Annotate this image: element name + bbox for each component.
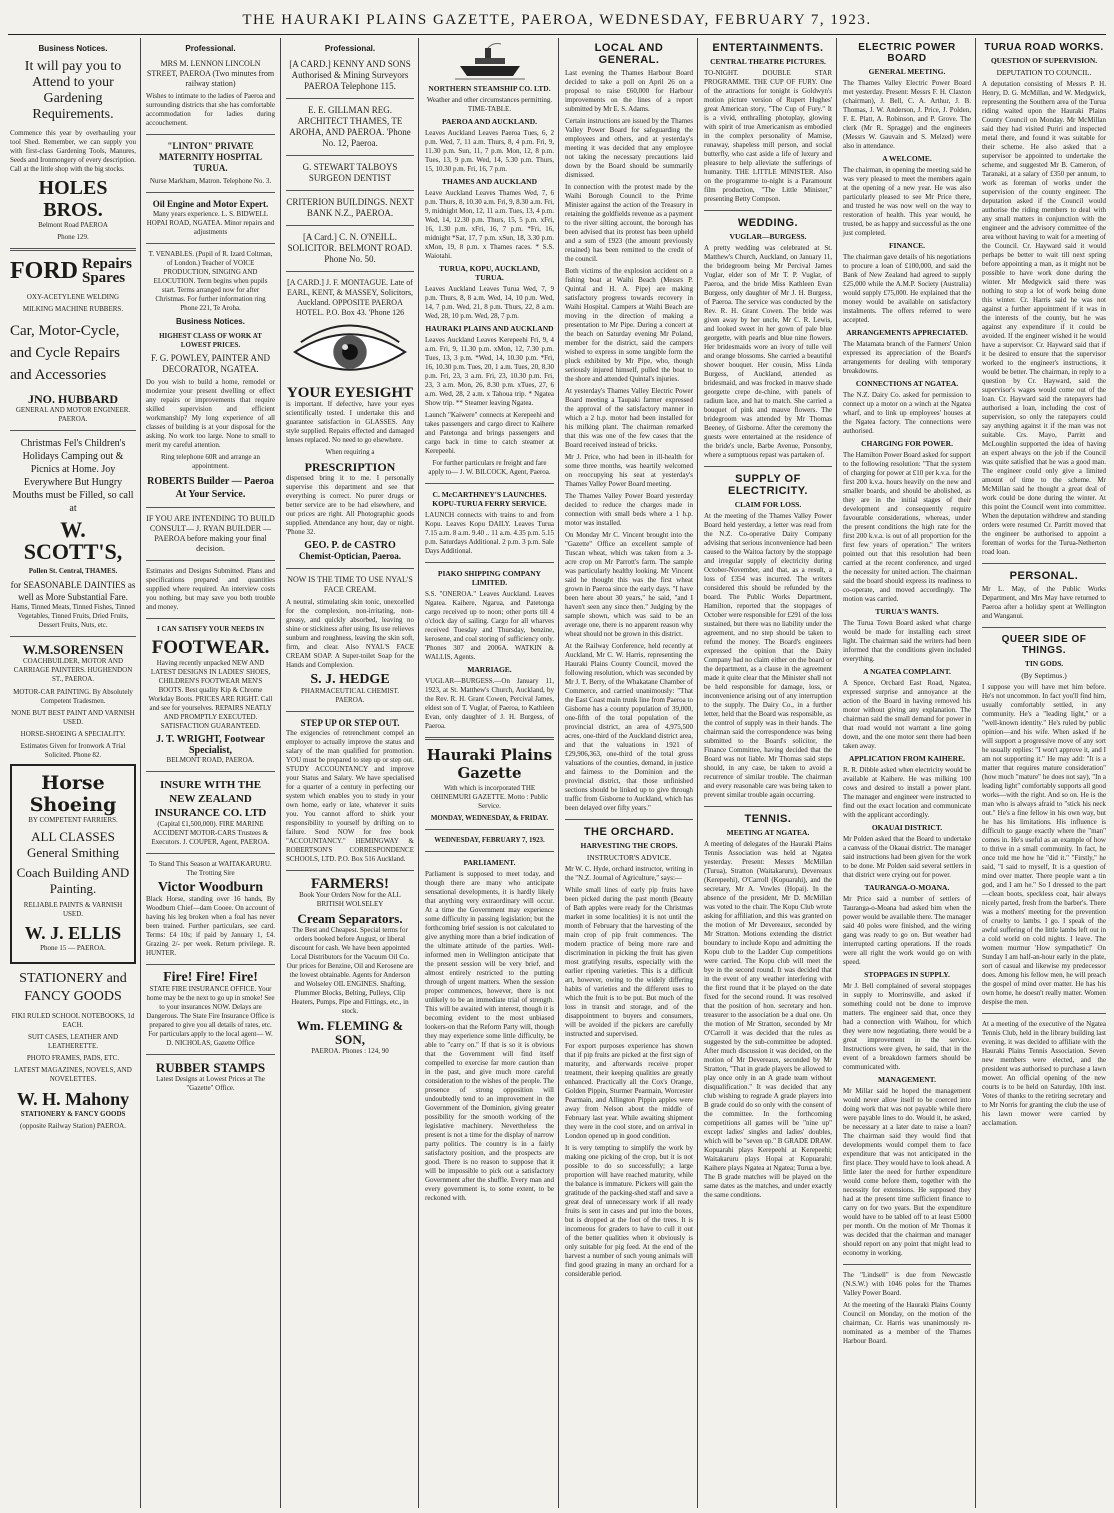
section-label: Professional. [185,44,236,53]
column-divider [418,38,419,1508]
power-board-subheading: GENERAL MEETING. [868,67,946,76]
hubbard-subtitle: GENERAL AND MOTOR ENGINEER. PAEROA. [15,406,131,423]
column-divider [697,38,698,1508]
timetable-heading: TURUA, KOPU, AUCKLAND, TURUA. [439,264,540,282]
step-heading: STEP UP OR STEP OUT. [300,718,400,728]
fire-body: STATE FIRE INSURANCE OFFICE. Your home may be the next to go up in smoke! See to your insurances NOW. Delays are Dangerous. The State Fire Insurance Office is prepared to give you all details of rates, etc. For particulars apply to the local agent— W. D. NICHOLAS, Gazette Office [146,985,275,1047]
divider [286,568,414,569]
best-paint: NONE BUT BEST PAINT AND VARNISH USED. [11,709,135,726]
theatre-subheading: CENTRAL THEATRE PICTURES. [710,57,826,66]
power-board-subheading: A WELCOME. [882,154,932,163]
cream-separators-body: The Best and Cheapest. Special terms for orders booked before August, or liberal discount for cash. We have been appointed Local Distributors for the Vacuum Oil Co. Our prices for Benzine, Oil and Kerosene are the lowest obtainable. Agents for Anderson and Wolseley OIL ENGINES. Shafting, Plummer Blocks, Belting, Pulleys, Clip Heaters, Pumps, Pipe and Fittings, etc., in stock. [286,926,414,1015]
masthead: THE HAURAKI PLAINS GAZETTE, PAEROA, WEDNESDAY, FEBRUARY 7, 1923. [242,12,872,28]
mahony-address: (opposite Railway Station) PAEROA. [20,1122,126,1130]
divider [425,737,554,740]
hedge-name: S. J. HEDGE [310,672,390,687]
coach-building: Coach Building AND Painting. [16,865,130,896]
woodburn-body: Black Horse, standing over 16 hands, By Woodburn Chief—dam Cooee. On account of having his leg broken when a foal has never been trained. Further particulars, see card. Terms: £4 10s; if paid by January 1, £4. Grazing 2/- per week. Return privilege. R. HUNTER. [146,895,275,957]
queer-side-subheading: TIN GODS. [1024,659,1064,668]
orchard-paragraph: For export purposes experience has shown that if pip fruits are picked at the first sign of maturity, and afterwards receive proper treatment, their keeping qualities are greatly enhanced. Practically all the Cox's Orange, Golden Pippin, Sturmer Pearmain, Worcester Pearmain, and Allington Pippin apples were away from Nelson about the middle of February last year. While awaiting shipment they were in the cool store, and on arrival in London opened up in good condition. [565,1042,693,1140]
farmers-heading: FARMERS! [310,876,390,892]
power-board-paragraph: The N.Z. Dairy Co. asked for permission to connect up a motor on a winch at the Ngatea wharf, and to link up employees' houses at the Ngatea factory. The connections were authorised. [843,391,971,435]
horse-shoeing-title: Horse Shoeing [29,772,117,816]
electricity-heading: SUPPLY OF ELECTRICITY. [728,473,808,497]
venables-ad: T. VENABLES. (Pupil of R. Izard Coltman, of London.) Teacher of VOICE PRODUCTION, SINGING AND ELOCUTION. Term begins when pupils start. Terms arranged now for after Christmas. For further information ring Phone 221, Te Aroha. [148,250,273,312]
divider [565,819,693,820]
personal-heading: PERSONAL. [1009,570,1079,582]
piako-heading: PIAKO SHIPPING COMPANY LIMITED. [437,569,542,587]
linton-details: Nurse Markham, Matron. Telephone No. 3. [149,177,272,185]
wright-name: J. T. WRIGHT, Footwear Specialist, [156,734,265,756]
sorensen-name: W.M.SORENSEN [22,642,124,657]
reliable-paints: RELIABLE PAINTS & VARNISH USED. [23,901,123,918]
ryan-estimates: Estimates and Designs Submitted. Plans and specifications prepared and quantities supplied where required. An interview costs you nothing, but may save you both trouble and money. [146,567,275,611]
nyal-body: A neutral, stimulating skin tonic, unexcelled for the complexion, non-irritating, non-greasy, and quickly absorbed, leaving no shine or stickiness after using. Its use relieves sunburn and roughness, leaving the skin soft, firm, and clear. Also NYAL'S FACE CREAM SOAP. A Super-toilet Soap for the Hands and Complexion. [286,598,414,669]
column-divider [836,38,837,1508]
turua-road-heading: TURUA ROAD WORKS. [984,42,1104,53]
bidwell-body: Many years experience. L. S. BIDWELL HOPAI ROAD, NGATEA. Minor repairs and adjustments [146,210,275,236]
launch-body: LAUNCH connects with trains to and from Kopu. Leaves Kopu DAILY. Leaves Turua 7.15 a.m. 8 a.m. 9.40 .. 11 a.m. 4.35 p.m. 5.15 p.m. Saturdays Additional. 2 p.m. 3 p.m. Sale Days Additional. [425,511,554,555]
power-board-subheading: APPLICATION FROM KAIHERE. [849,754,965,763]
timetable-note: Launch "Kaiwere" connects at Kerepeehi and takes passengers and cargo direct to Kaihere and Patetonga and brings passengers and cargo back in time to catch steamer at Kerepeehi. [425,411,554,455]
wedding-subheading: VUGLAR—BURGESS. [729,232,807,241]
ford-logo-text: FORD [10,258,78,284]
prescription-body: dispensed bring it to me. I personally supervise this department and see that everything is correct. No purer drugs or better service are to be had elsewhere, and our prices are right. All Photographic goods supplied. Attendance any hour, day or night. 'Phone 32. [286,474,414,536]
divider [425,851,554,852]
prescription-intro: When requiring a [325,448,375,456]
orchard-heading: THE ORCHARD. [583,826,675,838]
queer-side-heading: QUEER SIDE OF THINGS. [1001,634,1087,656]
divider [146,853,275,854]
ford-spares: Spares [82,270,126,286]
news-item: Mr J. Price, who had been in ill-health for some three months, was heartily welcomed on reoccupying his seat at yesterday's Thames Valley Power Board meeting. [565,453,693,488]
powley-name: F. G. POWLEY, PAINTER AND DECORATOR, NGATEA. [150,353,271,374]
talboys-ad: G. STEWART TALBOYS SURGEON DENTIST [302,162,398,183]
queer-side-byline: (By Septimus.) [1021,671,1067,680]
section-label: Business Notices. [38,44,108,53]
hubbard-name: JNO. HUBBARD [27,392,118,406]
divider [146,507,275,508]
wedding-heading: WEDDING. [737,217,799,229]
ellis-phone: Phone 15 — PAEROA. [40,944,106,952]
power-board-heading: ELECTRIC POWER BOARD [858,42,956,64]
oneill-ad: [A Card.] C. N. O'NEILL. SOLICITOR. BELMONT ROAD. Phone No. 50. [287,232,413,264]
stationery-item: SUIT CASES, LEATHER AND LEATHERETTE. [27,1033,119,1050]
queer-side-article: I suppose you will have met him before. He's not uncommon. In fact you'll find him, usually comfortably settled, in any community. He's a "leading light," or a "well-known identity." He's ruled by public opinion—and his wife. When asked if he will support a progressive move of any sort he usually replies: "I won't approve it, and I am not supporting it." He may add: "It is a matter that requires mature consideration" (how much "mature" he does not say), "In a leading light" comfortably supports all good works—with the right. And so on. He is the man who is always afraid to "stick his neck out." He's a fine fellow in his own way, but he has his limitations. His influence is difficult to gauge exactly where the "man" comes in. He's useful as an example of how to thrive in a small community. In fact, he once told me how he "did it." "Firstly," he said, "I said to myself, It is a question of mind over matter. There people want a tin god, and I am he." So I dressed to the part—clean boots, speckless coat, hair always nicely parted, fresh from the barber's. There was a mothers' meeting for the prevention of cruelty to lambs. I go. I speak of the awful suffering of the little lambs left out in a cold world on cold nights. I leave. The women murmur 'How sympathetic!' On Sunday I am half-an-hour early in the plate, sort of casual and likewise my predecessor does. Among his fellow men, he will preach the gospel of mind over matter. He has his own home, he doesn't really matter. Women despise the men. [982,683,1106,1006]
power-board-subheading: ARRANGEMENTS APPRECIATED. [846,328,968,337]
divider [425,483,554,484]
local-general-heading: LOCAL AND GENERAL. [594,42,664,66]
power-board-subheading: A NGATEA COMPLAINT. [863,667,951,676]
lennon-ad-body: Wishes to intimate to the ladies of Paeroa and surrounding districts that she has comfortable accommodation for ladies during accouchement. [146,92,275,127]
motor-painting: MOTOR-CAR PAINTING. By Absolutely Competent Tradesmen. [13,688,133,705]
divider [425,562,554,563]
scotts-address: Pollen St. Central, THAMES. [28,567,118,575]
personal-item: Mr L. May, of the Public Works Department, and Mrs May have returned to Paeroa after a holiday spent at Wellington and Wanganui. [982,585,1106,620]
rubber-stamps-sub: Latest Designs at Lowest Prices at The "Gazette" Office. [156,1075,265,1092]
parliament-heading: PARLIAMENT. [463,858,516,867]
divider [704,210,832,211]
footwear-heading: FOOTWEAR. [151,637,270,658]
theatre-article: TO-NIGHT. DOUBLE STAR PROGRAMME. THE CUP OF FURY. One of the attractions for tonight is Goldwyn's motion picture version of Rupert Hughes' great American story, "The Cup of Fury." It is a vivid, enthralling photoplay, glowing with spirit of true Americanism as embodied in the complex personality of Mamise, runaway, shapeless mill person, and social butterfly, who cast aside a life of luxury and pleasure to help alleviate the sufferings of humanity. THE LITTLE MINISTER. Also on the programme to-night is a Paramount film production, "The Little Minister," presenting Betty Compson. [704,69,832,203]
column-divider [975,38,976,1508]
column-divider [558,38,559,1508]
orchard-subheading: HARVESTING THE CROPS. [580,841,678,850]
powley-heading: HIGHEST CLASS OF WORK AT LOWEST PRICES. [159,332,262,349]
timetable-thames: Leave Auckland Leaves Thames Wed, 7, 6 p.m. Thurs, 8, 10.30 a.m. Fri, 9, 8.30 a.m. Fri, 9, midnight Mon, 12, 11 a.m. Tues, 13, 4 p.m. Wed, 14, 12.30 p.m. Thurs, 15, 5 p.m. xFri, 16, 1.30 p.m. xFri, 16, 7 p.m. *Fri, 16, midnight *Sat, 17, 7 p.m. xSun, 18, 3.30 p.m. xMon, 19, 8 p.m. x Thames races. * S.S. Waiotahi. [425,189,554,260]
fire-heading: Fire! Fire! Fire! [163,970,258,985]
stationery-item: FIKI RULED SCHOOL NOTEBOOKS, 1d EACH. [11,1012,135,1029]
step-body: The exigencies of retrenchment compel an employer to actually improve the status and salary of the man qualified for promotion. YOU must be prepared to step up or step out. STUDY ACCOUNTANCY and improve your Status and Salary. We have specialised for a quarter of a century in perfecting our system which enables you to study in your own home, early or late, whatever it suits you. You cannot afford to shirk your responsibility to yourself by drifting on to failure. Send NOW for free book "ACCOUNTANCY." HEMINGWAY & ROBERTSON'S CORRESPONDENCE SCHOOLS, LTD. P.O. Box 516 Auckland. [286,729,414,863]
masthead-rule [8,34,1106,35]
power-board-paragraph: The chairman gave details of his negotiations to procure a loan of £100,000, and said the Bank of New Zealand had agreed to supply £25,000 while the A.M.P. Society (Australia) would supply £75,000. He explained that the money would be available on satisfactory instalments. The offers referred to were accepted. [843,253,971,324]
news-item: The Thames Valley Power Board yesterday decided to reduce the charges made in connection with small beds where a 1 h.p. motor was installed. [565,492,693,527]
column-shipping [421,40,558,1506]
footwear-intro: I CAN SATISFY YOUR NEEDS IN [157,625,264,633]
power-board-subheading: CHARGING FOR POWER. [861,439,953,448]
orchard-subheading-2: INSTRUCTOR'S ADVICE. [586,853,672,862]
divider [425,829,554,830]
gillman-ad: E. E. GILLMAN REG. ARCHITECT THAMES, TE AROHA, AND PAEROA. 'Phone No. 12, Paeroa. [289,105,411,148]
power-board-subheading: FINANCE. [888,241,926,250]
gardening-ad-title: It will pay you to Attend to your Gardening Requirements. [24,59,122,122]
divider [286,271,414,272]
timetable-heading: THAMES AND AUCKLAND [441,177,537,186]
nyal-heading: NOW IS THE TIME TO USE NYAL'S FACE CREAM. [287,575,413,594]
power-board-paragraph: A Spence, Orchard East Road, Ngatea, expressed surprise and annoyance at the action of the Board in having removed his motor without giving any explanation. The chairman said the small demand for power in that road would not warrant a line going down, and the one motor sent there had been taken away. [843,679,971,750]
power-board-subheading: TURUA'S WANTS. [875,607,939,616]
column-local-general [561,40,697,1506]
power-board-subheading: STOPPAGES IN SUPPLY. [864,970,950,979]
news-item: At yesterday's Thames Valley Electric Power Board meeting a Taupaki farmer expressed the approval of the satisfactory manner in which a 2 h.p. motor had been installed for his milking plant. The chairman remarked that this was one of the few cases that the Board received instead of bricks. [565,387,693,449]
sorensen-subtitle: COACHBUILDER, MOTOR AND CARRIAGE PAINTERS. HUGHENDON ST., PAEROA. [13,657,133,683]
divider [146,192,275,193]
bidwell-heading: Oil Engine and Motor Expert. [152,199,269,209]
piako-body: S.S. "ONEROA." Leaves Auckland. Leaves Ngatea. Kaihere, Ngarua, and Patetonga cargo received up to noon; other ports till 4 o'clock day of sailing. Cargo for all wharves received Tuesday and Thursday, benzine, kerosene, and coal storing of sufficiency only. 'Phones 307 and 2006A. WATKIN & WALLIS, Agents. [425,590,554,661]
turua-road-article: A deputation consisting of Messrs P. H. Henry, D. G. McMillan, and W. Medgwick, representing the Southern area of the Turua riding waited upon the Hauraki Plains County Council on Monday. Mr McMillan said they had visited Puriri and inspected metal there, and found it was suitable for their scheme. He also asked that a supervisor be appointed to undertake the scheme, and suggested Mr B. Cameron, of Taranaki, at a salary of £350 per annum, to work as foreman of works under the supervision of the county engineer. The deputation asked if the Council would authorise the riding members to deal with any small matters in conjunction with the engineer and the advisory committee of the area without having to wait for a meeting of the Council. Cr. Hayward said it would perhaps be better to wait till next spring before appointing a man, as it might not be possible to have work done during the winter. Mr Medgwick said there was nothing to stop a lot of work being done this winter. Cr. Harris said he was not against a further appointment if it was in the interests of the county, but he was against any expenditure if it could be avoided. If the engineer wished it he would have a supervisor. Cr. Hayward said that if it be desired to ensure that the supervisor worked to the engineer's instructions, it would be better. The chairman, in reply to a question by Cr. Hayward, said the supervisor's wages would come out of the loan. Cr. Hayward said the ratepayers had authorised a loan, including the cost of supervision, so only the ratepayers could say anything against it if the man was not suitable. Crs. Mayo, Parritt and McLoughlin supported the idea of having an expert always on the job if the Council was quite satisfied that he was a good man. The engineer could only give a limited amount of time to the scheme. Mr McMillan said he thought a great deal of work could be done during the winter. At this point the Council went into committee. When the deputation withdrew and standing orders were resumed Cr. Parritt moved that the engineer be authorised to appoint a foreman of works for the Turua-Netherton road loan. [982,80,1106,556]
section-label: Professional. [324,44,376,53]
gazette-date: WEDNESDAY, FEBRUARY 7, 1923. [434,836,545,844]
column-professional-2 [282,40,418,1506]
timetable-heading: HAURAKI PLAINS AND AUCKLAND [425,324,554,333]
power-board-subheading: MANAGEMENT. [878,1075,936,1084]
roberts-ad: ROBERTS Builder — Paeroa At Your Service. [147,476,274,500]
column-power-board [839,40,975,1506]
divider [286,190,414,191]
ford-rubbers: MILKING MACHINE RUBBERS. [22,305,124,313]
holes-bros-name: HOLES BROS. [38,177,108,221]
orchard-paragraph: It is very tempting to simplify the work by making one picking of the crop, but it is not possible to do so successfully; a large proportion will have reached maturity, while the balance is immature. Pickers will gain the gratitude of the packing-shed staff and save a great deal of unnecessary work if all ready fruits is sent in cases and put into the boxes, but is dropped at the foot of the trees. It is incomeous for graders to have to cull it out of the better qualities when it obviously is only suitable for pig feed. At the end of the harvest a number of such young animals will find good grazing in many an orchard for a considerable period. [565,1144,693,1278]
ellis-name: W. J. ELLIS [24,923,122,943]
timetable-hauraki: Leaves Auckland Leaves Kerepeehi Fri, 9, 4 a.m. Fri, 9, 11.30 p.m. xMon, 12, 7.30 p.m. Tues, 13, 3 p.m. *Wed, 14, 10.30 p.m. *Fri, 16, 10.30 p.m. Tues, 20, 1 a.m. Tues, 20, 8.30 p.m. Fri, 23, 3 a.m. Fri, 23, 10.30 p.m. Fri, 23, 3 a.m. Mon, 26, 8.30 p.m. xTues, 27, 6 a.m. Wed, 28, 2 a.m. x Tahoua trip. * Ngatea Show trip. ** Steamer leaving Ngatea. [425,336,554,407]
divider [10,248,136,251]
talboys-address: CRITERION BUILDINGS. NEXT BANK N.Z., PAEROA. [286,197,414,218]
power-board-paragraph: The Hamilton Power Board asked for support to the following resolution: "That the system of charging for power at £10 per k.v.a. for the first 200 k.v.a. hours heavily on the new and smaller boards, and should be abolished, as they are in the initial stages of their development and consequently require favourable considerations, whereas, under the present conditions the high rate for the first 200 k.v.a. is out of all proportion for the first few years of operation." The writers pointed out that this resolution had been carried at the recent conference, and urged the necessity for united action. The chairman said the board should express its readiness to co-operate, and moved accordingly. The motion was carried. [843,451,971,603]
nsco-subtitle: Weather and other circumstances permitting. TIME-TABLE. [426,96,553,113]
linton-hospital: "LINTON" PRIVATE MATERNITY HOSPITAL TURUA. [158,141,263,173]
mahony-subtitle: STATIONERY & FANCY GOODS [20,1110,126,1118]
kenny-ad: [A CARD.] KENNY AND SONS Authorised & Mining Surveyors PAEROA Telephone 115. [289,59,411,91]
gardening-ad-body: Commence this year by overhauling your tool Shed. Remember, we can supply you with first-class Gardening Tools, Manures, Seeds and Ironmongery of every description. Call at the little shop with the big stocks. [10,129,136,173]
column-turua-road [978,40,1110,1506]
fleming-subtitle: PAEROA. Phones : 124, 90 [311,1047,389,1055]
gazette-title: Hauraki Plains Gazette [426,746,553,782]
divider [146,964,275,965]
turua-road-subheading: QUESTION OF SUPERVISION. [990,56,1098,65]
electricity-subheading: CLAIM FOR LOSS. [734,500,802,509]
insurance-heading: INSURE WITH THE NEW ZEALAND INSURANCE CO. LTD [154,779,267,819]
holes-bros-phone: Phone 129. [57,233,89,241]
column-divider [280,38,281,1508]
divider [704,806,832,807]
woodburn-name: Victor Woodburn [157,880,264,895]
ellis-ad-box [10,764,136,964]
ford-repairs: Repairs [82,256,132,272]
power-board-paragraph: Mr Polden asked that the Board to undertake a canvass of the Okauai district. The manager said instructions had been given for the work to be done. Mr Polden said several settlers in that district were crying out for power. [843,835,971,879]
timetable-paeroa: Leaves Auckland Leaves Paeroa Tues, 6, 2 p.m. Wed, 7, 11 a.m. Thurs, 8, 4 p.m. Fri, 9, 11.30 p.m. Sun, 11, 7 p.m. Mon, 12, 8 p.m. Tues, 13, 9 p.m. Wed, 14, 5.30 p.m. Thurs, 15, 10.30 p.m. Fri, 16, 7 p.m. [425,129,554,173]
power-board-paragraph: Mr Price said a number of settlers of Tauranga-o-Moana had asked him when the power would be available there. The manager said 40 poles were finished, and the wiring gang was ready to go on. But weather had interrupted carting operations. If the roads were all right the work would go on with speed. [843,895,971,966]
wedding-article: A pretty wedding was celebrated at St. Matthew's Church, Auckland, on January 11, the bridegroom being Mr Percival James Vuglar, elder son of Mr T. P. Vuglar, of Paeroa, and the bride Miss Kathleen Evan Burgess, only daughter of Mr J. H. Burgess, of Paeroa. The service was conducted by the Rev. R. H. Grant Cowen. The bride was given away by her uncle, Mr C. R. Lewis, and looked sweet in her gown of pale blue georgette, with pearls and blue nine flowers. Her bridesmaids wore an ivory of tulle veil and orange blossoms. She carried a beautiful shower bouquet. Her cousin, Miss Linda Burgess, of Auckland, attended as bridesmaid, and was frocked in mauve shade georgette crepe de-chine, with panels of radium lace, and hat to match. She carried a bouquet of pink and mauve flowers. The bridegroom was attended by Mr Thomas Beeney, of Gisborne. After the ceremony the guests were entertained at the residence of the bride's uncle, Barbe Avenue, Ponsonby, where a sumptuous repast was partaken of. [704,244,832,459]
eyesight-body: is important. If defective, have your eyes scientifically tested. I undertake this and guarantee satisfaction in GLASSES. Any style supplied. Repairs effected and damaged lenses replaced. No need to go elsewhere. [286,400,414,444]
lennon-ad-title: MRS M. LENNON LINCOLN STREET, PAEROA (Two minutes from railway station) [146,59,275,88]
divider [704,466,832,467]
fleming-name: Wm. FLEMING & SON, [296,1018,404,1047]
holes-bros-address: Belmont Road PAEROA [38,221,108,229]
timetable-heading: PAEROA AND AUCKLAND. [441,117,538,126]
divider [286,98,414,99]
power-board-paragraph: The Thames Valley Electric Power Board met yesterday. Present: Messrs F. H. Claxton (chairman), J. Bell, C. A. Arthur, J. B. Thomas, J. W. Anderson, J. Price, J. Polden, F. E. Platt, A. Robinson, and P. Grove. The clerk (Mr R. Spragge) and the engineers (Messrs W. Gauvain and S. Melzed) were also in attendance. [843,79,971,150]
divider [286,225,414,226]
power-board-paragraph: The Turua Town Board asked what charge would be made for installing each street light. The chairman said the writers had been informed that the conditions given included everything. [843,619,971,663]
divider [982,563,1106,564]
gazette-subtitle: With which is incorporated THE OHINEMURI GAZETTE. Motto : Public Service. [430,784,549,810]
hedge-subtitle: PHARMACEUTICAL CHEMIST. PAEROA. [300,687,399,704]
ford-welding: OXY-ACETYLENE WELDING [26,293,120,301]
castro-name: GEO. P. de CASTRO [304,540,396,551]
column-professional [142,40,279,1506]
launch-heading: C. McCARTHNEY'S LAUNCHES. KOPU-TURUA FERRY SERVICE. [432,490,547,508]
marriage-heading: MARRIAGE. [467,665,512,674]
parliament-article: Parliament is supposed to meet today, and though there are many who anticipate sensational developments, it is hardly likely that anything very extraordinary will occur. At a time the Government may experience some difficulty in passing legislation; but the forthcoming brief session is not calculated to give anything more than a brief indication of the ultimate attitude of the parties. Well-informed men in Wellington anticipate that the present session will be very brief, and almost entirely restricted to the putting through of urgent matters. When the session proper commences, however, there is not unlikely to be an immediate trial of strength. This will be awaited with interest, though it is becoming evident to the most unbiased lookers-on that the Reform Party will, though they may experience some little difficulty, be able to "carry on." If that is so it is obvious that the Government will find itself compelled to exercise far more caution than in the past, and give much more careful consideration to the wishes of the people. The presence of strong opposition will undoubtedly tend to an improvement in the Government of the Dominion, giving greater possibility for the smooth working of the legislative machinery. Nevertheless the present is not a time for the display of narrow party politics. The country is in a fairly satisfactory position, and the prospects are good. There is no reason to suppose that it will be impossible to pick out a satisfactory Government after the shuffle. Every man and every government is, to some extent, to be reckoned with. [425,870,554,1202]
news-item: Last evening the Thames Harbour Board decided to take a poll on April 26 on a proposal to raise £60,000 for Harbour improvements on the lines of a report submitted by Mr E. S. Adams. [565,69,693,113]
gazette-days: MONDAY, WEDNESDAY, & FRIDAY. [430,814,549,822]
horse-shoeing-by: BY COMPETENT FARRIERS. [28,816,118,824]
divider [146,1054,275,1055]
general-smithing: ALL CLASSES General Smithing [26,829,120,860]
montague-ad: [A CARD.] J. F. MONTAGUE. Late of EARL, KENT, & MASSEY, Solicitors, Auckland. OPPOSITE PAEROA HOTEL. P.O. Box 43. 'Phone 126 [287,278,413,317]
prescription-heading: PRESCRIPTION [304,460,396,474]
section-label: Business Notices. [176,317,245,326]
news-item: Certain instructions are issued by the Thames Valley Power Board for safeguarding the employees and others, and at yesterday's meeting it was decided that any employee not taking the necessary precautions laid down by the Board should be summarily dismissed. [565,117,693,179]
news-item: At a meeting of the executive of the Ngatea Tennis Club, held in the library building last evening, it was decided to affiliate with the Hauraki Plains Tennis Association. Seven new members were elected, and the president was authorised to purchase a lawn mower. An official opening of the new courts is to be held on Saturday, 10th inst. Votes of thanks to the retiring secretary and to Mr Norris for granting the club the use of his lawn mower were carried by acclamation. [982,1020,1106,1127]
column-entertainments [700,40,836,1506]
column-business-notices [6,40,140,1506]
orchard-paragraph: Mr W. C. Hyde, orchard instructor, writing in the "N.Z. Journal of Agriculture," says:— [565,865,693,882]
footwear-body: Having recently unpacked NEW AND LATEST DESIGNS IN LADIES' SHOES, CHILDREN'S FOOTWEAR MEN'S BOOTS. Best quality Kip & Chrome Workday Boots. PRICES ARE RIGHT. Call and see for yourselves. REPAIRS NEATLY AND PROMPTLY EXECUTED. SATISFACTION GUARANTEED. [148,659,273,730]
news-item: Both victims of the explosion accident on a fishing boat at Waihi Beach (Messrs P. Quintal and H. A. Pipe) are making satisfactory progress towards recovery in Waihi Hospital. Campers at Waihi Beach are moving in the direction of making a presentation to Mr Pipe. During a concert at the beach on Saturday evening Mr Poland, member for the district, said the campers wished to express in some tangible form the pluck exhibited by Mr Pipe, who, though seriously injured himself, pulled the boat to the shore and attended Quintal's injuries. [565,267,693,383]
eye-icon [291,322,409,382]
power-board-subheading: TAURANGA-O-MOANA. [864,883,950,892]
stationery-item: PHOTO FRAMES, PADS, ETC. [26,1054,120,1062]
electricity-article: At the meeting of the Thames Valley Power Board held yesterday, a letter was read from the N.Z. Co-operative Dairy Company advising that serious inconvenience had been caused to the Waitoa factory by the stoppage and irregular supply of electricity during October-November, and that, as a result, a loss of £354 was incurred. The writers considered this should be refunded by the board. The Public Works Department, Hamilton, reported that the stoppages of October were responsible for £291 of the loss sustained, but there was no liability under the agreement, and no step should be taken to refund the money. The Board's engineers expressed the opinion that the Dairy Company had no claim either on the board or the department, as a clause in the agreement made it quite clear that the Minister shall not be held responsible for damage, loss, or inconvenience arising out of any interruption to the supply. The Dairy Co., in a further letter, held that the Board was responsible, as the control of supply was in their hands. The chairman said the correspondence was being submitted to the Board's solicitor, the Finance Committee, having decided that the Board was not liable. Mr Thomas said steps should, in any case, be taken to avoid a recurrence of similar trouble. The chairman and every reasonable care was being taken to prevent similar trouble again occurring. [704,512,832,799]
stationery-heading: STATIONERY and FANCY GOODS [19,971,127,1004]
news-item: The "Lindsell" is due from Newcastle (N.S.W.) with 1046 poles for the Thames Valley Power Board. [843,1271,971,1297]
cream-separators-heading: Cream Separators. [297,911,403,926]
nsco-name: NORTHERN STEAMSHIP CO. LTD. [428,84,551,93]
eyesight-heading: YOUR EYESIGHT [286,385,414,401]
divider [10,636,136,637]
divider [146,560,275,561]
scotts-body: for SEASONABLE DAINTIES as well as More Substantial Fare. [10,580,136,602]
farmers-body: Book Your Orders Now for the ALL BRITISH WOLSELEY [299,891,401,908]
car-repairs-heading: Car, Motor-Cycle, and Cycle Repairs and Accessories [10,323,120,383]
column-divider [140,38,141,1508]
horse-shoeing-speciality: HORSE-SHOEING A SPECIALITY. [20,730,126,738]
divider [146,134,275,135]
divider [146,618,275,619]
insurance-body: (Capital £1,500,000). FIRE MARINE ACCIDENT MOTOR-CARS Trustees & Executors. J. COUPER, Agent, PAEROA. [151,820,270,846]
woodburn-intro: To Stand This Season at WAITAKARURU. The Trotting Sire [149,860,272,877]
news-item: At the meeting of the Hauraki Plains County Council on Monday, on the motion of the chairman, Cr. Harris was unanimously re-nominated as a member of the Thames Harbour Board. [843,1301,971,1345]
scotts-name: W. SCOTT'S, [23,517,123,564]
news-item: At the Railway Conference, held recently at Auckland, Mr C. W. Harris, representing the Hauraki Plains County Council, moved the following resolution, which was seconded by Mr J. T. Berry, of the Whakatane Chamber of Commerce, and carried unanimously: "That the East Coast main trunk line from Paeroa to Gisborne has a county population of 39,000, one-fifth of the total population of the provincial district, an area of 4,975,500 acres, one-third of the Auckland district area, and that the valuations in 1921 of £29,906,363, one-third of the total gross valuations of the counties, demand, in justice and fairness to the Dominion and the provincial district, that those unfinished sections should be linked up to give through traffic from Gisborne to Auckland, which has been delayed over fifty years." [565,642,693,812]
power-board-paragraph: The Matamata branch of the Farmers' Union expressed its appreciation of the Board's arrangements for dealing with temporary breakdowns. [843,340,971,375]
power-board-paragraph: Mr J. Bell complained of several stoppages in supply to Morrinsville, and asked if something could not be done to improve matters. The engineer said that, once they had a connection with Waihou, for which they were now negotiating, there would be a great improvement in the service. Instructions were given, he said, that in the event of a breakdown farmers should be communicated with. [843,982,971,1071]
tennis-article: A meeting of delegates of the Hauraki Plains Tennis Association was held at Ngatea yesterday. Present: Messrs McMillan (Turua), Stratton (Waitakaruru), Devereaux (Kerepeehi), O'Carroll (Kopuarahi), and the secretary, Mr A. Vowles (Hopai). In the absence of the president, Mr D. McMillan was voted to the chair. The Kopu Club wrote asking for affiliation, and this was granted on the motion of Mr Devereaux, seconded by Mr Stratton. Motions extending the district boundary to include Kopu and admitting the Kopu club to the Ladder Cup competitions were carried. The Kopu club will meet the bye in the second round. It was decided that in the event of any weather interfering with the first round that it be played on the date fixed for the second round. It was resolved that the position of hon. secretary and hon. treasurer to the association be a dual one. On the motion of Mr Stratton, seconded by Mr O'Carroll it was decided that the rules as suggested by the sub-committee be adopted. After much discussion it was decided, on the motion of Mr Devereaux, seconded by Mr Stratton, "That in grade players be allowed to play once only in an A grade team without disqualification." It was decided that any club wishing to regrade A grade players into B grade could do so only with the consent of the committee. In the forthcoming competitions all games will be "nine up" except ladies' singles and ladies' doubles, which will be "seven up." B GRADE DRAW. Kopuarahi plays Kerepeehi at Kerepeehi; Waitakaruru plays Hopai at Kopuarahi; Kaihere plays Ngatea at Ngatea; Turua a bye. The B grade matches will be played on the same dates as the matches, and under exactly the same conditions. [704,840,832,1199]
power-board-subheading: OKAUAI DISTRICT. [871,823,943,832]
divider [982,1013,1106,1014]
estimates-given: Estimates Given for Ironwork A Trial Solicited. Phone 82. [20,742,126,759]
divider [146,771,275,772]
wright-address: BELMONT ROAD, PAEROA. [166,756,255,764]
power-board-paragraph: R. R. Dibble asked when electricity would be available at Kaihere. He was milking 100 cows and desired to install a power plant. The manager and engineer were instructed to find out the exact location and communicate with the applicant accordingly. [843,766,971,819]
divider [286,155,414,156]
ryan-ad: IF YOU ARE INTENDING TO BUILD CONSULT— J. RYAN BUILDER — PAEROA before making your final decision. [146,514,275,553]
news-item: In connection with the protest made by the Waihi Borough Council to the Prime Minister against the action of the Treasury in retaining the goldfields revenue as a payment to the river silting account, the borough has been advised that its protest has been upheld and a sum of £923 (the amount previously retained) has been remitted to the credit of the council. [565,183,693,263]
castro-subtitle: Chemist-Optician, Paeroa. [298,551,402,561]
steamship-icon [455,42,525,82]
orchard-paragraph: While small lines of early pip fruits have been picked during the past month (Beauty of Bath apples were ready for the Christmas market in some localities) it is not until the month of February that the harvesting of the main crop of pip fruit commences. The modern practice of being more rare and discrimination in picking the fruit has given most gratifying results, especially with the earlier ripening varieties. This is a difficult art, however, owing to the widely differing habits of varieties and the different uses to which the fruit is to be put. But much of the loss in transit and storage, and of the disappointment to buyers and consumers, will be avoided if the pickers are carefully instructed and supervised. [565,886,693,1038]
power-board-paragraph: Mr Millar said he hoped the management would never allow itself to be coerced into doing work that was not payable while there were payable lines to do. Would it, he asked, be necessary at a later date to raise a loan? The chairman said they would find that developments would compel them to face expenditure that was not anticipated in the first place. They would have to look ahead. A little later the need for further expenditure would come before them, together with the necessity for extensions. He supposed they had at the present time sufficient finance to carry on for two years. But the expenditure would have to be tabled off to at least £5000 per month. On the motion of Mr Thomas it was decided that the chairman and manager should report on any point that might lead to economy in working. [843,1087,971,1257]
power-board-paragraph: The chairman, in opening the meeting said he was very pleased to meet the members again at the opening of a new year. He was also particularly pleased to see Mr Price there, and trusted he was now well on the way to restoration of health. This year would, he trusted, be as happy and successful as the one just completed. [843,166,971,237]
divider [982,627,1106,628]
rubber-stamps-heading: RUBBER STAMPS [155,1060,266,1075]
timetable-apply: For further particulars re freight and fare apply to— J. W. BILCOCK, Agent, Paeroa. [428,459,551,476]
tennis-subheading: MEETING AT NGATEA. [726,828,810,837]
divider [843,1264,971,1265]
powley-body: Do you wish to build a home, remodel or modernize your present dwelling or effect any repairs or improvements that require skilled supervision and efficient workmanship? My long experience of all classes of building is at your disposal for the asking. No work too large. None to small to merit my careful attention. [146,378,275,449]
marriage-notice: VUGLAR—BURGESS.—On January 11, 1923, at St. Matthew's Church, Auckland, by the Rev. R. H. Grant Cowen, Percival James, eldest son of T. Vuglar, of Paeroa, to Kathleen Evan, only daughter of J. H. Burgess, of Paeroa. [425,677,554,730]
stationery-item: LATEST MAGAZINES, NOVELS, AND NOVELETTES. [14,1066,132,1083]
powley-ring: Ring telephone 60R and arrange an appointment. [161,453,260,470]
divider [10,430,136,431]
turua-road-subheading-2: DEPUTATION TO COUNCIL. [996,68,1092,77]
divider [286,870,414,871]
scotts-list: Hams, Tinned Meats, Tinned Fishes, Tinned Vegetables, Tinned Fruits, Dried Fruits, Dessert Fruits, Nuts, etc. [11,603,135,629]
ford-ad [10,257,136,285]
christmas-ad: Christmas Fel's Children's Holidays Camping out & Picnics at Home. Joy Everywhere But Hungry Mouths must be Filled, so call at [12,438,134,514]
power-board-subheading: CONNECTIONS AT NGATEA. [855,379,959,388]
divider [146,243,275,244]
divider [286,711,414,712]
entertainments-heading: ENTERTAINMENTS. [712,42,824,54]
news-item: On Monday Mr C. Vincent brought into the "Gazette" Office an excellent sample of Tuscan wheat, which was taken from a 3-acre crop on Mr Parrott's farm. The sample was particularly healthy looking. Mr Vincent said he thought this was the first wheat grown in Paeroa since the early days. "I have been here about 30 years," he said, "and I haven't seen any since then." Judging by the sample shown, which was said to be an average one, there is no apparent reason why wheat should not be grown in this district. [565,531,693,638]
mahony-name: W. H. Mahony [16,1089,130,1109]
tennis-heading: TENNIS. [744,813,792,825]
timetable-turua: Leaves Auckland Leaves Turua Wed, 7, 9 p.m. Thurs, 8, 8 a.m. Wed, 14, 10 p.m. Wed, 14, 7 p.m. Wed, 21, 8 p.m. Thurs, 22, 8 a.m. Wed, 28, 10 p.m. Wed, 28, 7 p.m. [425,285,554,320]
